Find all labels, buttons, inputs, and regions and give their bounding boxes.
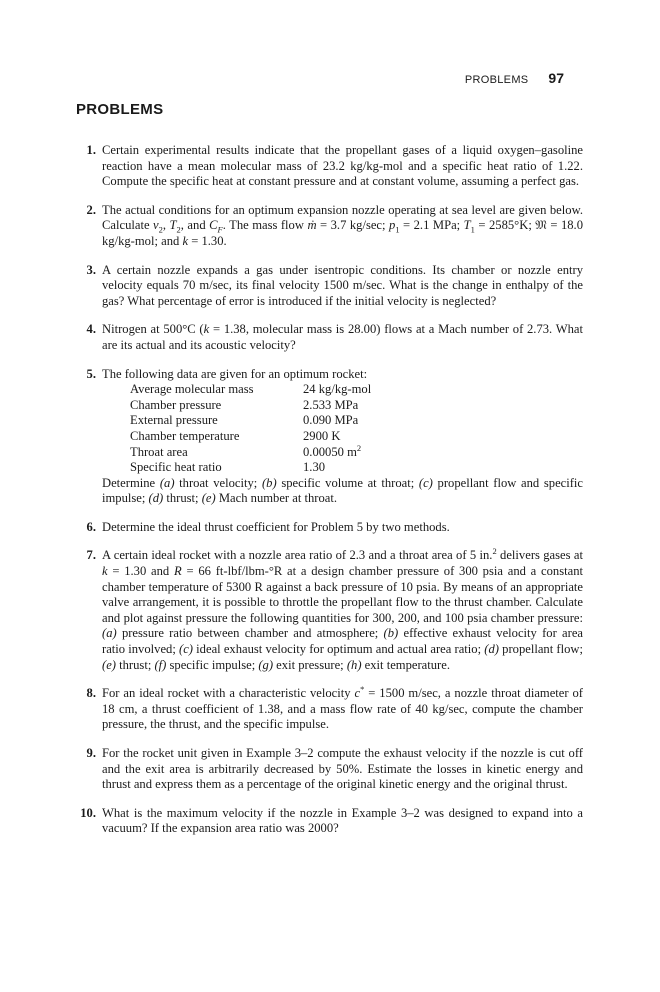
- problem-7: [76, 548, 583, 673]
- problem-number: 10.: [80, 805, 96, 820]
- problem-text: Certain experimental results indicate that the propellant gases of a liquid oxygen–gasoline reaction have a mean molecular mass of 23.2 kg/kg-mol and a specific heat ratio of 1.22. Compute the specific heat at constant pressure and at constant volume, assuming a perfect gas.: [102, 143, 583, 189]
- problem-number: 5.: [86, 366, 96, 381]
- problem-text: The actual conditions for an optimum expansion nozzle operating at sea level are given below. Calculate $v_2$, $T_2$, and $C_F$. The mass flow ṁ = 3.7 kg/sec; $p_1 = 2.1$ MPa; $T_1 = 2585^\circ K$; 𝔐 = 18.0 kg/kg-mol; and k = 1.30.: [102, 202, 584, 248]
- row-value: 0.00050 $m^2$: [303, 442, 362, 459]
- problem-text: Determine the ideal thrust coefficient for Problem 5 by two methods.: [102, 519, 450, 534]
- rocket-data-table: [130, 382, 371, 476]
- row-label: Throat area: [130, 444, 188, 459]
- running-head: [465, 70, 564, 86]
- problem-intro: The following data are given for an optimum rocket:: [102, 366, 368, 381]
- row-value: 2900 K: [303, 428, 341, 443]
- row-value: 24 kg/kg-mol: [303, 382, 372, 397]
- problem-9: [76, 746, 583, 793]
- table-row: [130, 398, 371, 414]
- problem-list: [76, 143, 583, 850]
- row-value: 1.30: [303, 460, 326, 475]
- problem-text: What is the maximum velocity if the nozzle in Example 3–2 was designed to expand into a vacuum? If the expansion area ratio was 2000?: [102, 805, 583, 836]
- table-row: [130, 413, 371, 429]
- problem-number: 8.: [86, 686, 96, 701]
- problem-number: 4.: [86, 322, 96, 337]
- problem-6: [76, 520, 583, 536]
- row-label: Specific heat ratio: [130, 460, 222, 475]
- running-head-title: PROBLEMS: [464, 74, 529, 86]
- problem-text: A certain nozzle expands a gas under isentropic conditions. Its chamber or nozzle entry velocity equals 70 m/sec, its final velocity 1500 m/sec. What is the change in enthalpy of the gas? What percentage of error is introduced if the initial velocity is neglected?: [102, 262, 583, 308]
- problem-8: [76, 686, 583, 733]
- problem-text: Nitrogen at 500°C (k = 1.38, molecular mass is 28.00) flows at a Mach number of 2.73. What are its actual and its acoustic velocity?: [102, 322, 583, 352]
- row-label: Chamber temperature: [130, 428, 240, 443]
- row-value: 0.090 MPa: [303, 413, 359, 428]
- problem-number: 1.: [86, 143, 96, 157]
- problem-text: Determine (a) throat velocity; (b) specific volume at throat; (c) propellant flow and specific impulse; (d) thrust; (e) Mach number at throat.: [102, 475, 584, 506]
- problem-1: [76, 143, 583, 190]
- problem-number: 3.: [86, 262, 96, 277]
- row-label: External pressure: [130, 413, 218, 428]
- problem-3: [76, 263, 583, 310]
- problem-number: 6.: [86, 519, 96, 534]
- table-row: [130, 460, 371, 476]
- problem-text: For an ideal rocket with a characteristic velocity c* = 1500 m/sec, a nozzle throat diameter of 18 cm, a thrust coefficient of 1.38, and a mass flow rate of 40 kg/sec, compute the chamber pressure, the thrust, and the specific impulse.: [102, 684, 583, 732]
- row-label: Chamber pressure: [130, 397, 222, 412]
- problem-text: A certain ideal rocket with a nozzle area ratio of 2.3 and a throat area of 5 in.$^2$ delivers gases at k = 1.30 and R = 66 ft-lbf/lbm-°R at a design chamber pressure of 300 psia and a constant chamber temperature of 5300 R against a back pressure of 10 psia. By means of an appropriate valve arrangement, it is possible to throttle the propellant flow to the thrust chamber. Calculate and plot against pressure the following quantities for 300, 200, and 100 psia chamber pressure: (a) pressure ratio between chamber and atmosphere; (b) effective exhaust velocity for area ratio involved; (c) ideal exhaust velocity for optimum and actual area ratio; (d) propellant flow; (e) thrust; (f) specific impulse; (g) exit pressure; (h) exit temperature.: [102, 546, 584, 672]
- section-title: PROBLEMS: [76, 101, 164, 118]
- table-row: [130, 445, 371, 461]
- table-row: [130, 382, 371, 398]
- page-number: 97: [548, 70, 564, 86]
- problem-number: 7.: [86, 548, 96, 563]
- problem-number: 9.: [86, 746, 96, 760]
- row-value: 2.533 MPa: [303, 397, 359, 412]
- row-label: Average molecular mass: [130, 382, 254, 397]
- problem-10: [76, 806, 583, 837]
- problem-4: [76, 322, 583, 353]
- problem-number: 2.: [86, 202, 96, 217]
- table-row: [130, 429, 371, 445]
- problem-2: [76, 203, 583, 250]
- problem-5: [76, 367, 583, 507]
- problem-text: For the rocket unit given in Example 3–2 compute the exhaust velocity if the nozzle is cut off and the exit area is arbitrarily decreased by 50%. Estimate the losses in kinetic energy and thrust and express them as a percentage of the original kinetic energy and the original thrust.: [102, 746, 583, 792]
